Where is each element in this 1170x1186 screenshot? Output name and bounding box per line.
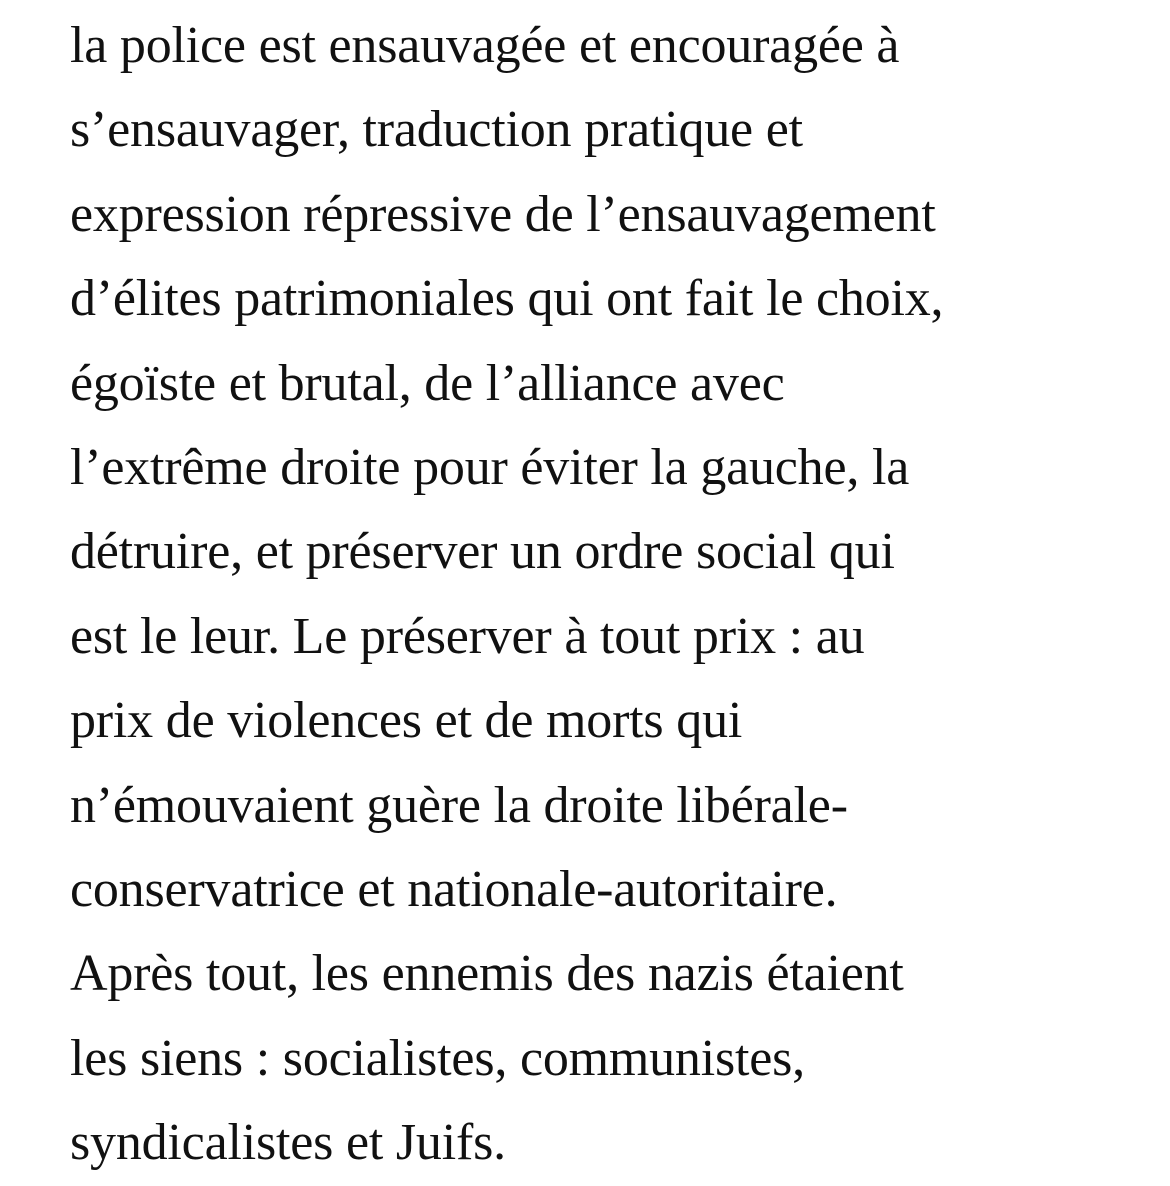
paragraph-line: expression répressive de l’ensauvagement [70,185,936,243]
paragraph-line: prix de violences et de morts qui [70,692,743,750]
paragraph-line: égoïste et brutal, de l’alliance avec [70,354,785,412]
paragraph-line: les siens : socialistes, communistes, [70,1029,805,1087]
paragraph-line: est le leur. Le préserver à tout prix : au [70,607,865,665]
paragraph-line: syndicalistes et Juifs. [70,1114,506,1172]
paragraph-line: Après tout, les ennemis des nazis étaient [70,945,904,1003]
paragraph-line: n’émouvaient guère la droite libérale- [70,776,848,834]
paragraph-line: l’extrême droite pour éviter la gauche, la [70,438,910,496]
paragraph-line: d’élites patrimoniales qui ont fait le choix, [70,270,944,328]
paragraph-line: s’ensauvager, traduction pratique et [70,101,803,159]
paragraph-line: la police est ensauvagée et encouragée à [70,17,900,74]
article-paragraph [70,4,1130,1185]
paragraph-line: conservatrice et nationale-autoritaire. [70,860,838,918]
paragraph-line: détruire, et préserver un ordre social qui [70,523,895,581]
